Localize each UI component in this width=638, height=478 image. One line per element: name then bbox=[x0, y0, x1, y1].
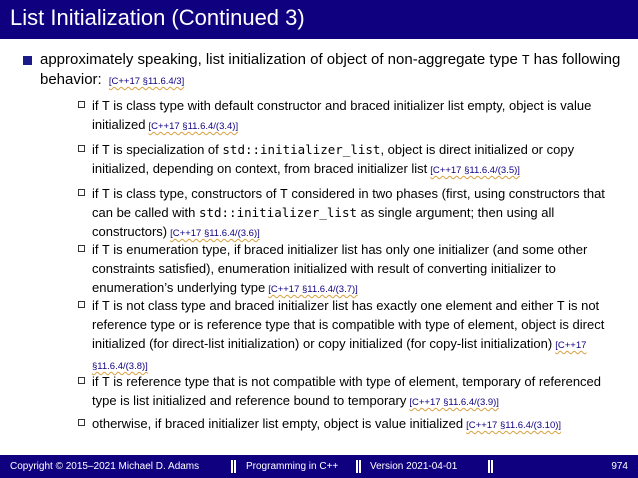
footer-course: Programming in C++ bbox=[246, 461, 339, 472]
list-item: if T is not class type and braced initializer list has exactly one element and either T is not reference type or is reference type that is compatible with type of element, object is direct initialized (for direct-list initialization) or copy initialized (for copy-list initialization) [C++17 §11.6.4/(3.8)] bbox=[92, 296, 622, 376]
citation-ref: [C++17 §11.6.4/(3.7)] bbox=[268, 284, 358, 295]
hollow-square-bullet-icon bbox=[78, 419, 85, 426]
citation-ref: [C++17 §11.6.4/(3.9)] bbox=[409, 397, 499, 408]
separator-icon bbox=[356, 460, 361, 473]
citation-ref: [C++17 §11.6.4/(3.5)] bbox=[430, 165, 520, 176]
page-number: 974 bbox=[611, 461, 628, 472]
footer-version: Version 2021-04-01 bbox=[370, 461, 458, 472]
hollow-square-bullet-icon bbox=[78, 189, 85, 196]
hollow-square-bullet-icon bbox=[78, 245, 85, 252]
square-bullet-icon bbox=[23, 56, 32, 65]
hollow-square-bullet-icon bbox=[78, 377, 85, 384]
citation-ref: [C++17 §11.6.4/(3.8)] bbox=[92, 340, 587, 372]
citation-ref: [C++17 §11.6.4/(3.6)] bbox=[170, 228, 260, 239]
list-item: if T is class type, constructors of T considered in two phases (first, using constructors that can be called with std::initializer_list as single argument; then using all constructors) [C++17 §11.6.4/(3.6)] bbox=[92, 184, 622, 243]
list-item: if T is specialization of std::initializer_list, object is direct initialized or copy initialized, depending on context, from braced initializer list [C++17 §11.6.4/(3.5)] bbox=[92, 140, 622, 180]
footer-copyright: Copyright © 2015–2021 Michael D. Adams bbox=[10, 461, 200, 472]
list-item: if T is class type with default constructor and braced initializer list empty, object is value initialized [C++17 §11.6.4/(3.4)] bbox=[92, 96, 622, 136]
citation-ref: [C++17 §11.6.4/3] bbox=[108, 76, 185, 87]
separator-icon bbox=[231, 460, 236, 473]
hollow-square-bullet-icon bbox=[78, 145, 85, 152]
hollow-square-bullet-icon bbox=[78, 301, 85, 308]
list-item: if T is enumeration type, if braced initializer list has only one initializer (and some other constraints satisfied), enumeration initialized with result of converting initializer to enumeration’s underlying type [C++17 §11.6.4/(3.7)] bbox=[92, 240, 622, 299]
footer-bar bbox=[0, 455, 638, 478]
list-item: if T is reference type that is not compatible with type of element, temporary of referenced type is list initialized and reference bound to temporary [C++17 §11.6.4/(3.9)] bbox=[92, 372, 622, 412]
slide-title: List Initialization (Continued 3) bbox=[10, 5, 305, 30]
list-item: otherwise, if braced initializer list empty, object is value initialized [C++17 §11.6.4/(3.10)] bbox=[92, 414, 622, 435]
intro-bullet: approximately speaking, list initialization of object of non-aggregate type T has following behavior: [C++17 §11.6.4/3] bbox=[40, 50, 626, 92]
citation-ref: [C++17 §11.6.4/(3.10)] bbox=[466, 420, 562, 431]
citation-ref: [C++17 §11.6.4/(3.4)] bbox=[148, 121, 239, 132]
title-bar bbox=[0, 0, 638, 39]
hollow-square-bullet-icon bbox=[78, 101, 85, 108]
separator-icon bbox=[488, 460, 493, 473]
